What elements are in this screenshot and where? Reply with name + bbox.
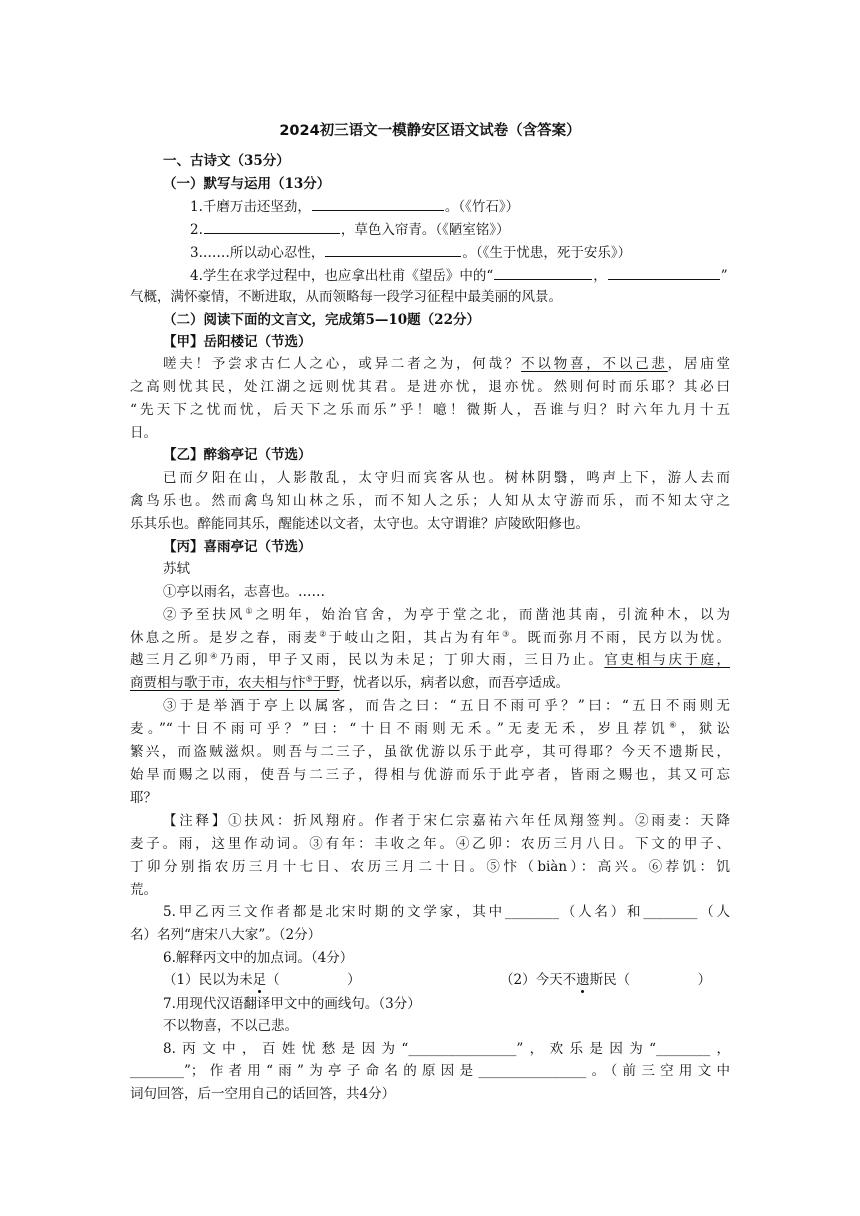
passage-line: 始旱而赐之以雨，使吾与二三子，得相与优游而乐于此亭者，皆雨之赐也，其又可忘: [130, 767, 730, 783]
question-4: 4.学生在求学过程中，也应拿出杜甫《望岳》中的“ ， ”: [190, 268, 728, 284]
passage-line: 已而夕阳在山，人影散乱，太守归而宾客从也。树林阴翳，鸣声上下，游人去而: [163, 470, 730, 486]
answer-blank[interactable]: [204, 220, 340, 234]
answer-blank[interactable]: [494, 266, 592, 280]
underlined-sentence: 不以物喜，不以己悲: [521, 356, 668, 372]
passage-line: ①亭以雨名，志喜也。……: [163, 584, 325, 600]
passage-line: 麦。”“十日不雨可乎？”曰：“十日不雨则无禾。”无麦无禾，岁且荐饥⑥，狱讼: [130, 720, 731, 737]
note-line: 【注释】①扶风：折风翔府。作者于宋仁宗嘉祐六年任凤翔签判。②雨麦：天降: [163, 813, 730, 829]
passage-line: ③于是举酒于亭上以属客，而告之曰：“五日不雨可乎？”曰：“五日不雨则无: [163, 698, 730, 714]
note-line: 荒。: [130, 882, 157, 898]
dotted-word: 足: [252, 972, 267, 988]
passage-line: 之高则忧其民，处江湖之远则忧其君。是进亦忧，退亦忧。然则何时而乐耶？其必曰: [130, 379, 730, 395]
passage-line: 越三月乙卯④乃雨，甲子又雨，民以为未足；丁卯大雨，三日乃止。官吏相与庆于庭，: [130, 651, 731, 668]
question-6-item-1: （1）民以为未足（ ）: [163, 972, 361, 988]
passage-line: 商贾相与歌于市，农夫相与忭⑤于野，忧者以乐，病者以愈，而吾亭适成。: [130, 674, 570, 691]
passage-line: ②予至扶风①之明年，始治官舍，为亭于堂之北，而凿池其南，引流种木，以为: [163, 606, 731, 623]
passage-line: 日。: [130, 425, 157, 441]
note-line: 丁卯分别指农历三月十七日、农历三月二十日。⑤忭（biàn）：高兴。⑥荐饥：饥: [130, 859, 730, 875]
dotted-word: 遗: [576, 972, 590, 988]
question-2: 2. ，草色入帘青。（《陋室铭》）: [190, 222, 510, 238]
answer-blank[interactable]: [608, 266, 720, 280]
passage-heading-bing: 【丙】喜雨亭记（节选）: [163, 539, 312, 555]
passage-heading-jia: 【甲】岳阳楼记（节选）: [163, 334, 312, 350]
underlined-sentence: 商贾相与歌于市，农夫相与忭⑤于野: [130, 674, 340, 691]
underlined-sentence: 官吏相与庆于庭，: [604, 652, 731, 668]
question-8-cont: ________”；作者用“雨”为亭子命名的原因是________________。（前三空用文中: [130, 1063, 730, 1079]
section-heading: 一、古诗文（35分）: [163, 153, 290, 169]
question-6: 6.解释丙文中的加点词。（4分）: [163, 950, 354, 966]
passage-line: 乐其乐也。醉能同其乐，醒能述以文者，太守也。太守谓谁？庐陵欧阳修也。: [130, 516, 589, 532]
passage-line: 耶？: [130, 790, 157, 806]
question-4-cont: 气概，满怀豪情，不断进取，从而领略每一段学习征程中最美丽的风景。: [130, 289, 562, 305]
answer-blank[interactable]: [325, 243, 461, 257]
question-7: 7.用现代汉语翻译甲文中的画线句。（3分）: [163, 996, 421, 1012]
subsection-heading: （二）阅读下面的文言文，完成第5—10题（22分）: [163, 312, 480, 328]
passage-author: 苏轼: [163, 561, 190, 577]
page-title: 2024初三语文一模静安区语文试卷（含答案）: [279, 123, 581, 139]
passage-line: 繁兴，而盗贼滋炽。则吾与二三子，虽欲优游以乐于此亭，其可得耶？今天不遗斯民，: [130, 744, 730, 760]
note-line: 麦子。雨，这里作动词。③有年：丰收之年。④乙卯：农历三月八日。下文的甲子、: [130, 836, 730, 852]
passage-line: 休息之所。是岁之春，雨麦②于岐山之阳，其占为有年③。既而弥月不雨，民方以为忧。: [130, 629, 731, 646]
question-5-cont: 名）名列“唐宋八大家”。（2分）: [130, 927, 322, 943]
question-6-item-2: （2）今天不遗斯民（ ）: [500, 972, 712, 988]
question-8: 8.丙文中，百姓忧愁是因为“________________”，欢乐是因为“________，: [163, 1041, 730, 1057]
question-8-cont: 词句回答，后一空用自己的话回答，共4分）: [130, 1086, 396, 1102]
passage-line: 禽鸟乐也。然而禽鸟知山林之乐，而不知人之乐；人知从太守游而乐，而不知太守之: [130, 493, 730, 509]
question-3: 3.……所以动心忍性， 。（《生于忧患，死于安乐》）: [190, 245, 632, 261]
subsection-heading: （一）默写与运用（13分）: [163, 176, 331, 192]
passage-heading-yi: 【乙】醉翁亭记（节选）: [163, 447, 312, 463]
answer-blank[interactable]: [312, 197, 444, 211]
passage-line: “先天下之忧而忧，后天下之乐而乐”乎！噫！微斯人，吾谁与归？时六年九月十五: [130, 402, 730, 418]
passage-line: 嗟夫！予尝求古仁人之心，或异二者之为，何哉？不以物喜，不以己悲，居庙堂: [163, 356, 731, 372]
question-1: 1.千磨万击还坚劲， 。（《竹石》）: [190, 199, 520, 215]
question-7-sentence: 不以物喜，不以己悲。: [163, 1018, 298, 1034]
question-5: 5.甲乙丙三文作者都是北宋时期的文学家，其中________（人名）和________（人: [163, 904, 730, 920]
